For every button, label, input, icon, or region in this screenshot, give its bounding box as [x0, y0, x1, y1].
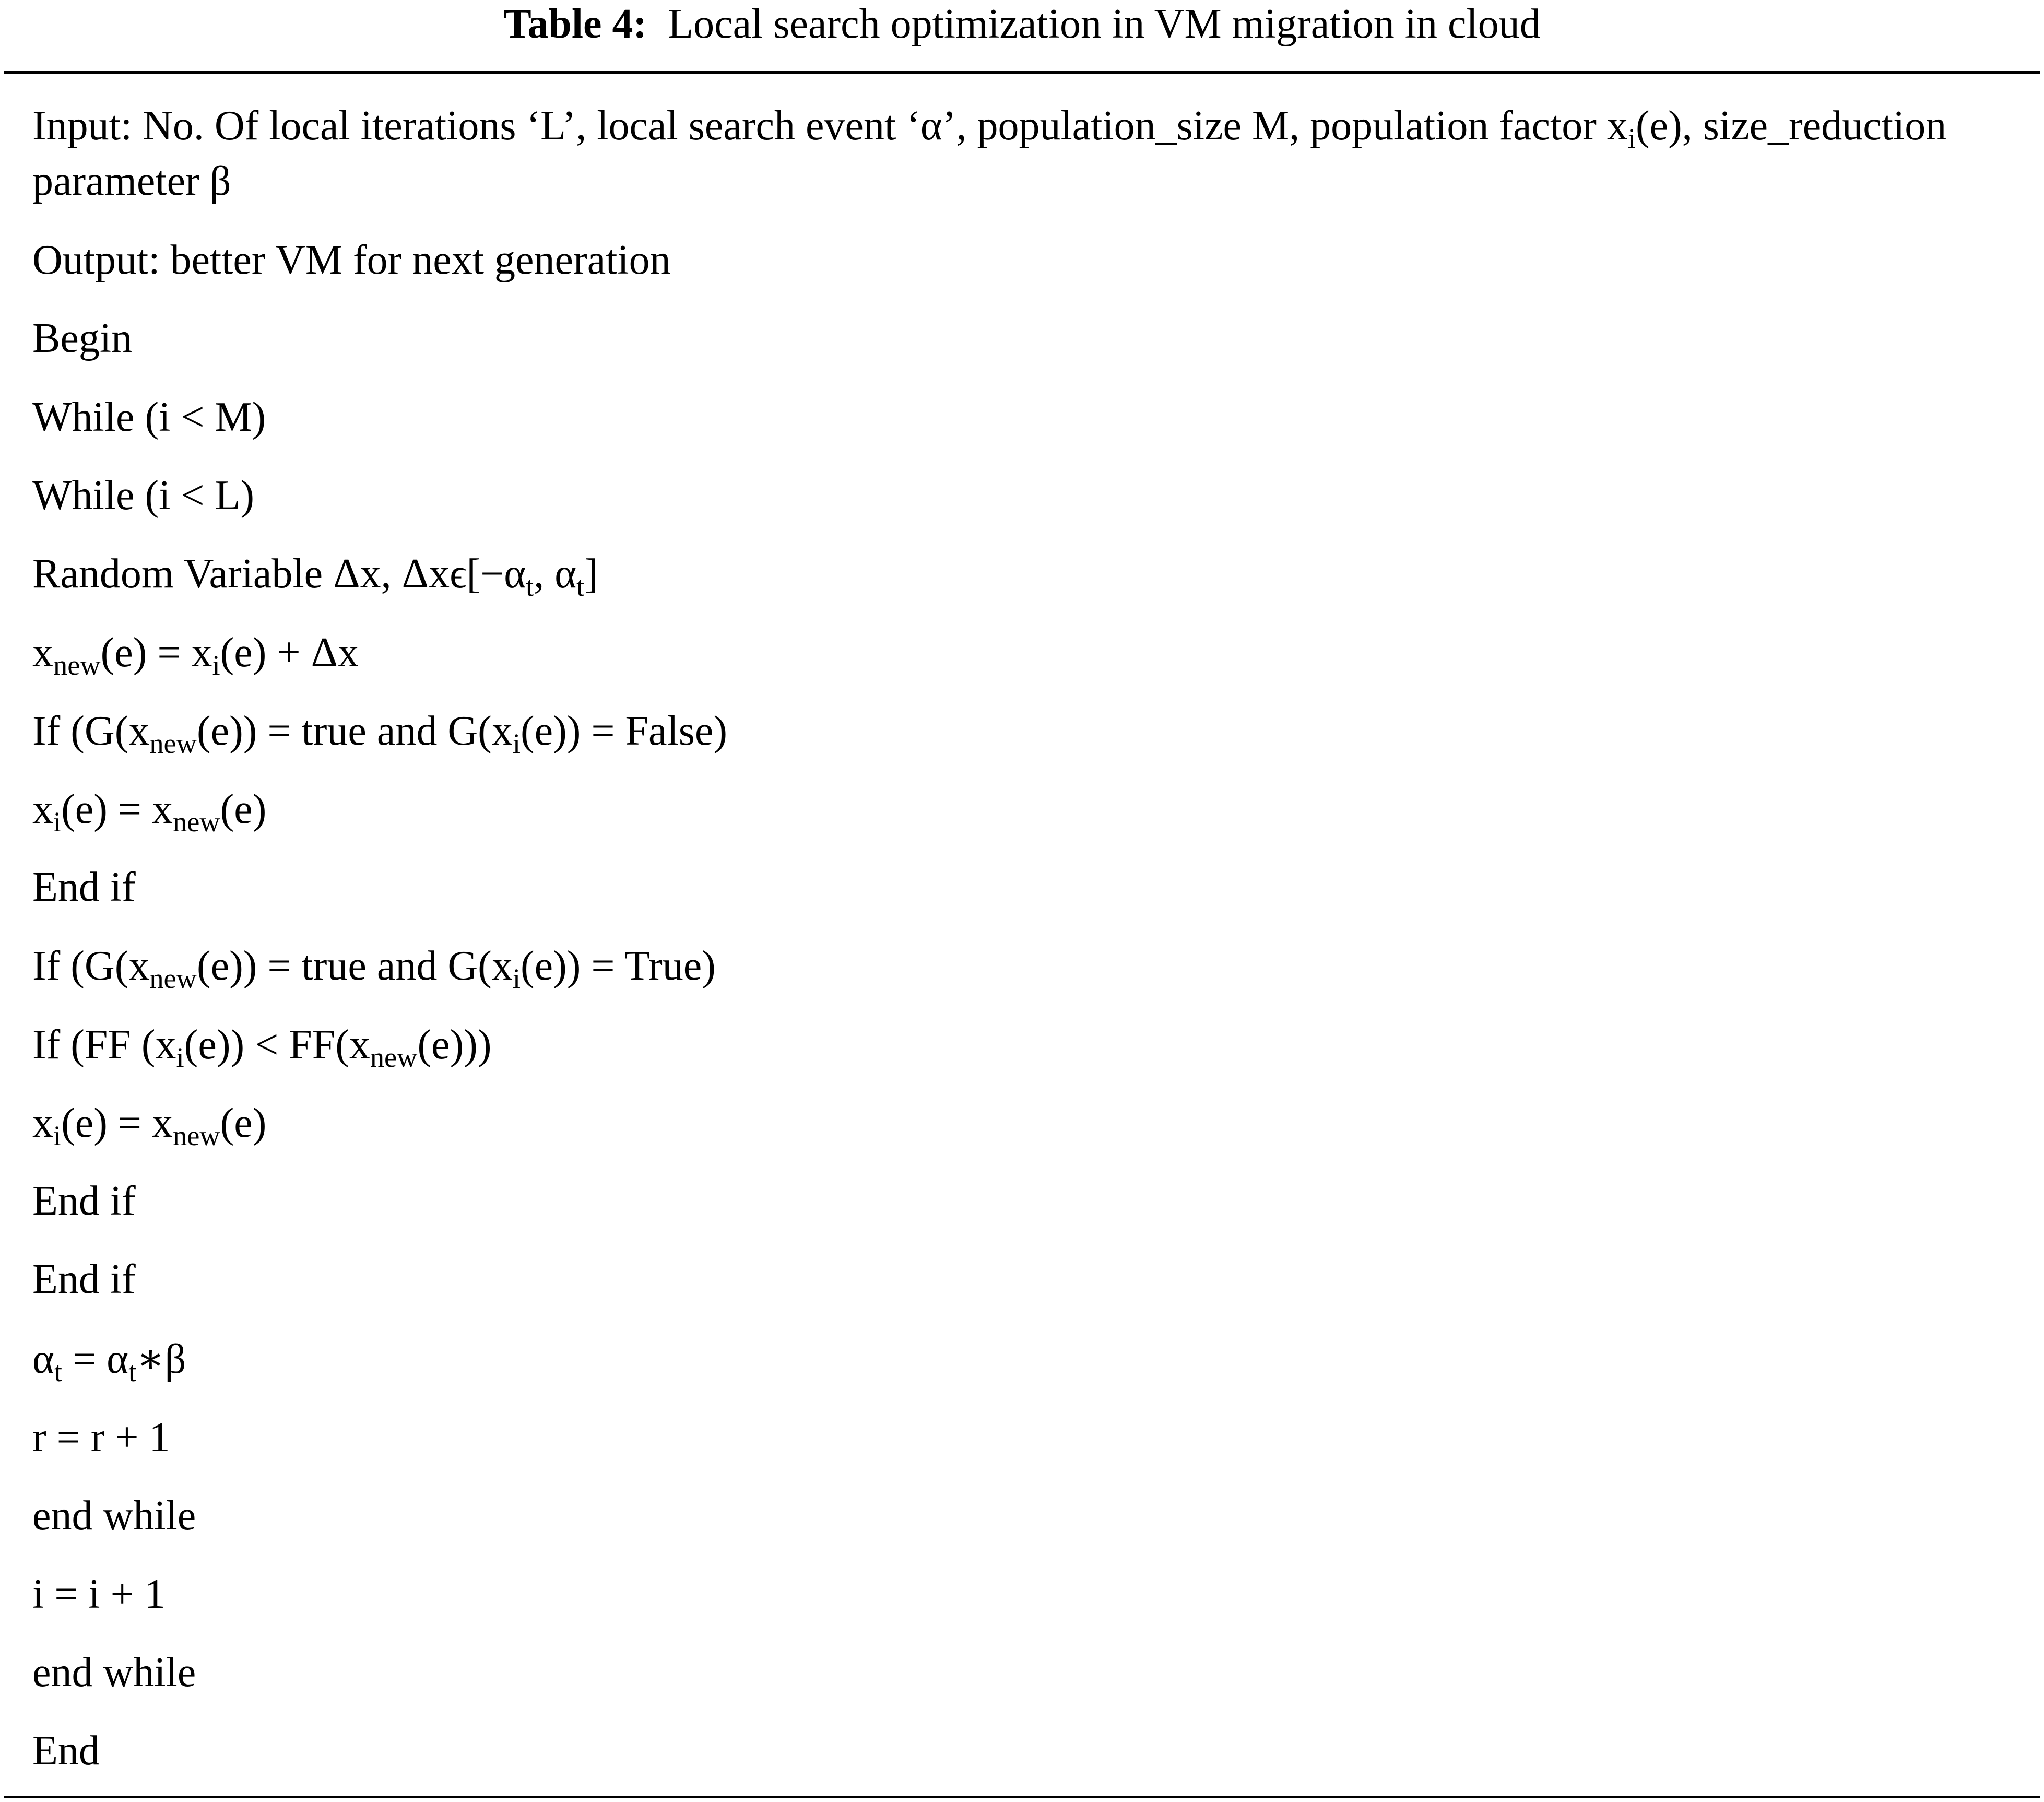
line-text: x — [32, 630, 53, 676]
algorithm-line — [32, 1173, 136, 1229]
line-text: α — [32, 1336, 54, 1382]
subscript: i — [212, 650, 220, 681]
algorithm-line — [32, 1017, 492, 1073]
subscript: i — [1627, 123, 1636, 155]
algorithm-line — [32, 1567, 166, 1622]
subscript: i — [512, 963, 521, 995]
algorithm-line — [32, 1645, 196, 1700]
line-text: Random Variable Δx, Δxϵ[−α — [32, 551, 526, 597]
subscript: t — [576, 571, 585, 603]
line-text: Input: No. Of local iterations ‘L’, local search event ‘α’, population_size M, population factor x — [32, 103, 1628, 149]
line-text: ∗β — [136, 1336, 186, 1382]
subscript: t — [54, 1356, 63, 1388]
line-text: While (i < M) — [32, 394, 266, 440]
line-text: Begin — [32, 315, 133, 361]
line-text: x — [32, 786, 53, 832]
subscript: i — [53, 806, 62, 838]
algorithm-line — [32, 1332, 186, 1387]
table-label: Table 4: — [503, 1, 647, 47]
subscript: t — [128, 1356, 137, 1388]
algorithm-line — [32, 859, 136, 915]
subscript: new — [173, 1120, 220, 1152]
algorithm-line — [32, 1096, 266, 1151]
line-text: End if — [32, 1256, 136, 1302]
line-text: End if — [32, 864, 136, 910]
line-text: r = r + 1 — [32, 1415, 170, 1461]
subscript: new — [149, 728, 197, 760]
line-text: (e) = x — [100, 630, 212, 676]
line-text: End — [32, 1728, 100, 1774]
algorithm-line — [32, 703, 727, 759]
line-text: (e))) — [417, 1022, 492, 1068]
algorithm-line — [32, 1488, 196, 1544]
algorithm-line — [32, 625, 359, 680]
subscript: i — [176, 1042, 184, 1074]
line-text: (e)) = False) — [520, 708, 727, 754]
algorithm-line — [32, 782, 266, 837]
subscript: i — [53, 1120, 62, 1152]
line-text: (e)) = true and G(x — [196, 943, 513, 989]
line-text: x — [32, 1100, 53, 1146]
line-text: (e) = x — [61, 1100, 173, 1146]
line-text: If (G(x — [32, 943, 150, 989]
line-text: If (G(x — [32, 708, 150, 754]
algorithm-line — [32, 232, 671, 288]
line-text: (e) — [220, 1100, 267, 1146]
line-text: (e)) = True) — [520, 943, 716, 989]
top-rule — [4, 71, 2040, 74]
line-text: (e) — [220, 786, 267, 832]
line-text: Output: better VM for next generation — [32, 237, 671, 283]
line-text: (e) = x — [61, 786, 173, 832]
line-text: While (i < L) — [32, 473, 254, 519]
line-text: end while — [32, 1650, 196, 1695]
line-text: ] — [584, 551, 598, 597]
algorithm-line — [32, 390, 266, 445]
subscript: new — [370, 1042, 418, 1074]
line-text: , α — [534, 551, 577, 597]
line-text: end while — [32, 1493, 196, 1539]
algorithm-line — [32, 468, 254, 523]
algorithm-line — [32, 546, 598, 602]
table-caption — [0, 0, 2044, 48]
line-text: (e), size_reduction parameter β — [32, 103, 1947, 204]
table-title: Local search optimization in VM migration in cloud — [668, 1, 1541, 47]
algorithm-line — [32, 938, 716, 994]
subscript: new — [173, 806, 220, 838]
bottom-rule — [4, 1796, 2040, 1798]
line-text: = α — [62, 1336, 129, 1382]
line-text: (e) + Δx — [220, 630, 359, 676]
line-text: (e)) < FF(x — [184, 1022, 370, 1068]
algorithm-line — [32, 98, 2037, 209]
line-text: End if — [32, 1178, 136, 1224]
algorithm-line — [32, 1410, 170, 1465]
algorithm-line — [32, 1723, 100, 1779]
line-text: If (FF (x — [32, 1022, 176, 1068]
line-text: (e)) = true and G(x — [196, 708, 513, 754]
algorithm-line — [32, 1252, 136, 1307]
subscript: new — [149, 963, 197, 995]
subscript: new — [53, 650, 101, 681]
subscript: t — [526, 571, 534, 603]
subscript: i — [512, 728, 521, 760]
line-text: i = i + 1 — [32, 1571, 166, 1617]
algorithm-line — [32, 311, 132, 366]
